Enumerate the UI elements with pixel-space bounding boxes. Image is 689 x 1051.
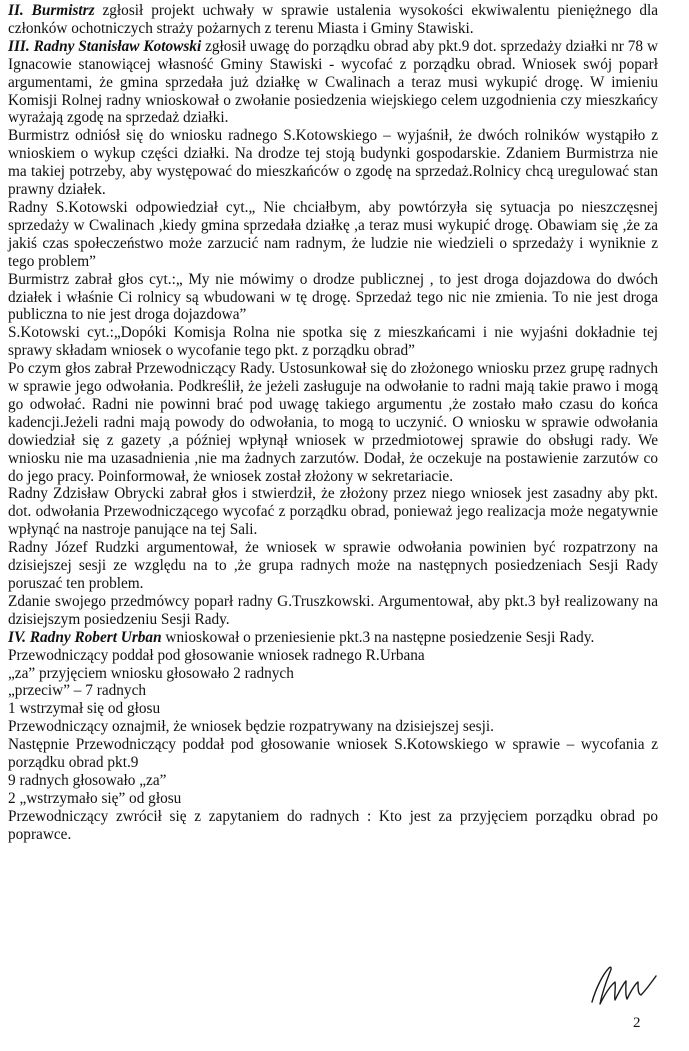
paragraph-text: Po czym głos zabrał Przewodniczący Rady. Ustosunkował się do złożonego wniosku przez grupę radnych w sprawie jego odwołania. Podkreślił, że jeżeli zasługuje na odwołanie to radni mają takie prawo i mogą go odwołać. Radni nie powinni brać pod uwagę takiego argumentu ,że zostało mało czasu do końca kadencji.Jeżeli radni mają powody do odwołania, to mogą to uczynić. O wniosku w sprawie odwołania dowiedział się z gazety ,a później wpłynął wniosek w przedmiotowej sprawie do obsługi rady. We wniosku nie ma uzasadnienia ,nie ma żadnych zarzutów. Dodał, że oczekuje na postawienie zarzutów co do jego pracy. Poinformował, że wniosek został złożony w sekretariacie. — [8, 360, 658, 485]
paragraph-burmistrz-quote — [8, 271, 658, 325]
paragraph-text: „przeciw” – 7 radnych — [8, 682, 147, 700]
paragraph-obrycki — [8, 485, 658, 539]
paragraph-text: zgłosił projekt uchwały w sprawie ustalenia wysokości ekwiwalentu pieniężnego dla członków ochotniczych straży pożarnych z terenu Miasta i Gminy Stawiski. — [8, 2, 659, 37]
paragraph-rudzki — [8, 539, 658, 593]
paragraph-vote-against — [8, 682, 658, 700]
paragraph-chairman-question — [8, 808, 658, 844]
paragraph-heading: IV. Radny Robert Urban — [8, 628, 162, 646]
handwritten-signature — [588, 962, 660, 1012]
paragraph-text: zgłosił uwagę do porządku obrad aby pkt.9 dot. sprzedaży działki nr 78 w Ignacowie stanowiącej własność Gminy Stawiski - wycofać z porządku obrad. Wniosek swój poparł argumentami, że gmina sprzedała już działkę w Cwalinach a teraz musi wykupić drogę. W imieniu Komisji Rolnej radny wnioskował o zwołanie posiedzenia wiejskiego celem uzgodnienia czy mieszkańcy wyrażają zgodę na sprzedaż działki. — [8, 37, 658, 127]
document-body — [8, 2, 658, 844]
paragraph-text: Radny Zdzisław Obrycki zabrał głos i stwierdził, że złożony przez niego wniosek jest zasadny aby pkt. dot. odwołania Przewodniczącego wycofać z porządku obrad, ponieważ jego realizacja może negatywnie wpłynąć na nastroje panujące na tej Sali. — [8, 485, 658, 539]
paragraph-vote-kotowski-for — [8, 772, 658, 790]
paragraph-vote-kotowski-abstain — [8, 790, 658, 808]
paragraph-text: Burmistrz odniósł się do wniosku radnego S.Kotowskiego – wyjaśnił, że dwóch rolników wystąpiło z wnioskiem o wykup części działki. Na drodze tej stoją budynki gospodarskie. Zdaniem Burmistrza nie ma takiej potrzeby, aby występować do mieszkańców o zgodę na sprzedaż.Rolnicy chcą uregulować stan prawny działek. — [8, 127, 658, 199]
page-number: 2 — [633, 1015, 641, 1031]
paragraph-truszkowski — [8, 593, 658, 629]
paragraph-text: Radny Józef Rudzki argumentował, że wniosek w sprawie odwołania powinien być rozpatrzony na dzisiejszej sesji ze względu na to ,że grupa radnych może na następnych posiedzeniach Sesji Rady poruszać ten problem. — [8, 539, 658, 592]
paragraph-text: Następnie Przewodniczący poddał pod głosowanie wniosek S.Kotowskiego w sprawie – wycofania z porządku obrad pkt.9 — [8, 736, 658, 772]
paragraph-vote-for — [8, 665, 658, 683]
paragraph-text: Przewodniczący zwrócił się z zapytaniem do radnych : Kto jest za przyjęciem porządku obrad po poprawce. — [8, 807, 658, 843]
paragraph-kotowski-quote — [8, 199, 658, 271]
paragraph-text: 2 „wstrzymało się” od głosu — [8, 789, 182, 807]
paragraph-text: S.Kotowski cyt.:„Dopóki Komisja Rolna nie spotka się z mieszkańcami i nie wyjaśni dokładnie tej sprawy składam wniosek o wycofanie tego pkt. z porządku obrad” — [8, 324, 658, 360]
paragraph-heading: II. Burmistrz — [8, 2, 95, 19]
paragraph-text: Burmistrz zabrał głos cyt.:„ My nie mówimy o drodze publicznej , to jest droga dojazdowa do dwóch działek i właśnie Ci rolnicy są wbudowani w tę drogę. Sprzedaż tego nic nie zmienia. To nie jest droga publiczna to nie jest droga dojazdowa” — [8, 270, 658, 324]
paragraph-text: 9 radnych głosowało „za” — [8, 771, 167, 789]
paragraph-chairman-announce — [8, 718, 658, 736]
paragraph-burmistrz-proposal — [8, 2, 658, 38]
paragraph-vote-urban — [8, 647, 658, 665]
paragraph-text: Przewodniczący oznajmił, że wniosek będzie rozpatrywany na dzisiejszej sesji. — [8, 718, 494, 736]
paragraph-kotowski-withdraw — [8, 324, 658, 360]
paragraph-heading: III. Radny Stanisław Kotowski — [8, 37, 202, 55]
paragraph-text: 1 wstrzymał się od głosu — [8, 700, 161, 718]
paragraph-text: Zdanie swojego przedmówcy poparł radny G.Truszkowski. Argumentował, aby pkt.3 był realizowany na dzisiejszym posiedzeniu Sesji Rady. — [8, 592, 658, 628]
paragraph-text: „za” przyjęciem wniosku głosowało 2 radnych — [8, 664, 294, 682]
paragraph-vote-kotowski — [8, 736, 658, 772]
paragraph-text: Radny S.Kotowski odpowiedział cyt.„ Nie chciałbym, aby powtórzyła się sytuacja po nieszczęsnej sprzedaży w Cwalinach ,kiedy gmina sprzedała działkę ,a teraz musi wykupić drogę. Obawiam się ,że za jakiś czas społeczeństwo może zarzucić nam radnym, że ludzie nie wiedzieli o sprzedaży i wyniknie z tego problem” — [8, 198, 658, 270]
paragraph-urban-motion — [8, 629, 658, 647]
paragraph-text: Przewodniczący poddał pod głosowanie wniosek radnego R.Urbana — [8, 646, 425, 664]
paragraph-text: wnioskował o przeniesienie pkt.3 na następne posiedzenie Sesji Rady. — [161, 628, 595, 646]
paragraph-chairman-statement — [8, 360, 658, 485]
paragraph-burmistrz-reply — [8, 127, 658, 199]
paragraph-kotowski-motion — [8, 38, 658, 128]
paragraph-vote-abstain — [8, 700, 658, 718]
